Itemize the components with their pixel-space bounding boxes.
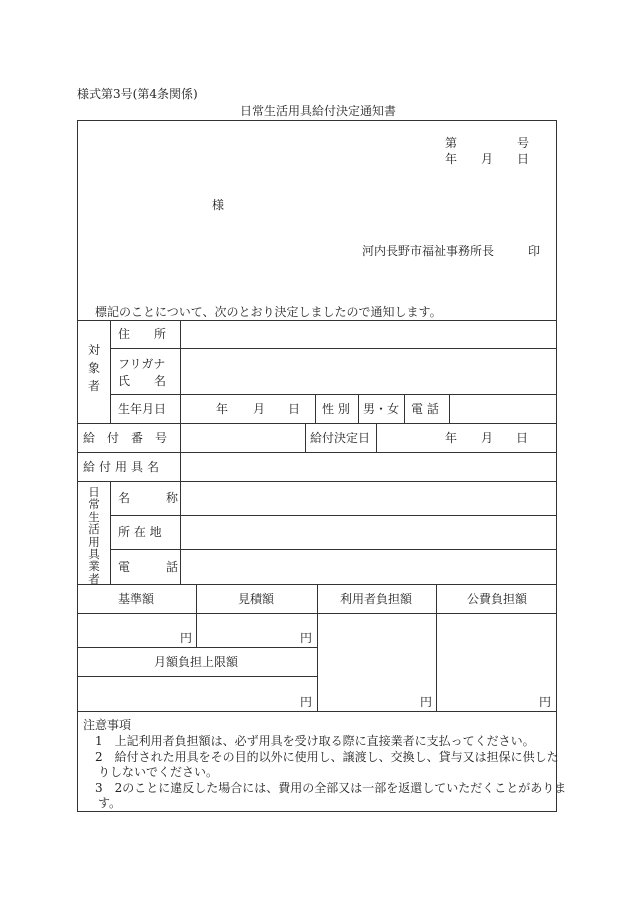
recipient-suffix: 様 [212, 198, 225, 212]
note-item: 1 上記利用者負担額は、必ず用具を受け取る際に直接業者に支払ってください。 [95, 734, 535, 748]
standard-amount-label: 基準額 [118, 592, 155, 606]
decision-date-year: 年 [445, 431, 458, 445]
vendor-phone-label: 電 話 [118, 560, 179, 574]
notice-number-prefix: 第 [445, 136, 458, 150]
phone-label: 電 話 [411, 402, 439, 416]
decision-date-day: 日 [516, 431, 529, 445]
standard-amount-yen: 円 [180, 631, 193, 645]
vline-standard-estimate [196, 584, 197, 647]
monthly-cap-label: 月額負担上限額 [154, 655, 239, 669]
document-title: 日常生活用具給付決定通知書 [240, 104, 397, 118]
vline-vendor-group [110, 481, 111, 584]
notice-date-day: 日 [517, 152, 530, 166]
notice-body: 標記のことについて、次のとおり決定しましたので通知します。 [95, 305, 442, 319]
rule-address [110, 348, 557, 349]
vline-sex-options [358, 394, 359, 423]
vendor-location-label: 所 在 地 [118, 525, 162, 539]
sex-label: 性 別 [322, 402, 350, 416]
subject-group-label: 対 象 者 [87, 343, 100, 393]
user-burden-label: 利用者負担額 [340, 592, 413, 606]
rule-amount-values [77, 647, 317, 648]
note-item: す。 [98, 796, 122, 810]
vline-user-burden [317, 584, 318, 711]
notice-date-month: 月 [481, 152, 494, 166]
public-burden-yen: 円 [539, 695, 552, 709]
vline-subject-group [110, 320, 111, 423]
dob-year: 年 [216, 402, 229, 416]
notice-date-year: 年 [445, 152, 458, 166]
vline-public-burden [436, 584, 437, 711]
benefit-number-label: 給 付 番 号 [83, 431, 168, 445]
estimate-amount-yen: 円 [300, 631, 313, 645]
furigana-label: フリガナ [118, 357, 166, 371]
rule-notes [77, 711, 557, 712]
note-item: 3 2のことに違反した場合には、費用の全部又は一部を返還していただくことがありま [95, 781, 567, 795]
item-name-label: 給付用具名 [83, 460, 164, 474]
rule-item [77, 481, 557, 482]
note-item: りしないでください。 [98, 765, 219, 779]
vline-sex-label [315, 394, 316, 423]
estimate-amount-label: 見積額 [238, 592, 275, 606]
seal-mark: 印 [528, 244, 541, 258]
dob-day: 日 [288, 402, 301, 416]
form-number: 様式第3号(第4条関係) [77, 87, 198, 101]
monthly-cap-yen: 円 [300, 695, 313, 709]
notes-heading: 注意事項 [83, 718, 132, 732]
note-item: 2 給付された用具をその目的以外に使用し、譲渡し、交換し、貸与又は担保に供した [95, 750, 559, 764]
rule-benefit-number [77, 452, 557, 453]
rule-vendor-name [110, 515, 557, 516]
vline-subject-labels [180, 320, 181, 423]
decision-date-month: 月 [481, 431, 494, 445]
rule-name [110, 394, 557, 395]
vline-decision-label [305, 423, 306, 452]
rule-monthly-cap-label [77, 676, 317, 677]
vline-benefit-labels [180, 423, 181, 584]
decision-date-label: 給付決定日 [310, 431, 371, 445]
rule-dob [77, 423, 557, 424]
user-burden-yen: 円 [420, 695, 433, 709]
sex-options: 男・女 [363, 402, 400, 416]
vline-phone-label [404, 394, 405, 423]
vendor-group-label: 日 常 生 活 用 具 業 者 [88, 485, 100, 586]
notice-number-suffix: 号 [517, 136, 530, 150]
dob-label: 生年月日 [118, 402, 167, 416]
vline-phone-value [449, 394, 450, 423]
public-burden-label: 公費負担額 [467, 592, 528, 606]
rule-top-table [77, 320, 557, 321]
vendor-name-label: 名 称 [118, 491, 179, 505]
dob-month: 月 [253, 402, 266, 416]
name-label: 氏 名 [118, 374, 167, 388]
address-label: 住 所 [118, 327, 167, 341]
issuer-name: 河内長野市福祉事務所長 [362, 244, 495, 258]
rule-vendor-location [110, 549, 557, 550]
vline-decision-value [376, 423, 377, 452]
